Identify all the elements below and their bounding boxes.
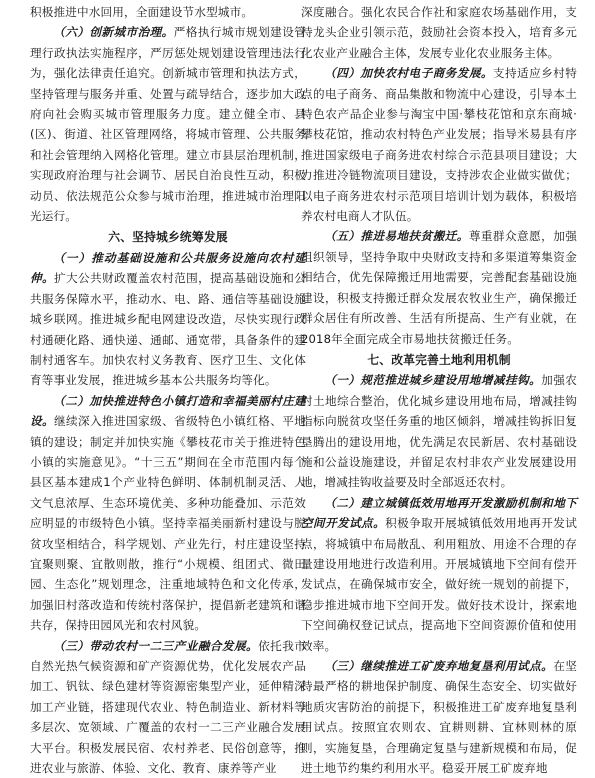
section-heading: 六、坚持城乡统筹发展	[108, 230, 228, 245]
body-paragraph	[301, 656, 577, 778]
subsection-title: （四）加快农村电子商务发展。	[324, 66, 493, 81]
subsection-title: （三）带动农村一二三产业融合发展。	[53, 638, 259, 653]
section-heading: 七、改革完善土地利用机制	[367, 352, 511, 367]
subsection-title: （三）继续推进工矿废弃地复垦利用试点。	[324, 659, 554, 673]
left-column	[30, 2, 306, 778]
body-paragraph	[301, 370, 577, 492]
paragraph-text: 尊重群众意愿，加强组织领导，坚持争取中央财政支持和多渠道筹集资金相结合，优先保障搬迁用地需要，完善配套基础设施建设，积极支持搬迁群众发展农牧业生产，确保搬迁群众居住有所改善、生活有所提高、生产有业就，在2018年全面完成全市易地扶贫搬迁任务。	[301, 229, 577, 346]
right-column	[301, 2, 577, 778]
body-paragraph	[30, 22, 306, 226]
paragraph-text: 依托我市自然光热气候资源和矿产资源优势，优化发展农产品加工、钒钛、绿色建材等资源密集型产业，延伸精深加工产业链，搭建现代农业、特色制造业、新材料等多层次、宽领域、广覆盖的农村一二三产业融合发展大平台。积极发展民宿、农村养老、民俗创意等，推进农业与旅游、体验、文化、教育、康养等产业	[30, 638, 306, 776]
body-paragraph	[301, 226, 577, 348]
paragraph-text: 继续深入推进国家级、省级特色小镇红格、平地镇的建设；制定并加快实施《攀枝花市关于推进特色小镇的实施意见》。“十三五”期间在全市范围内每个县区基本建成1个产业特色鲜明、体制机制灵活、人文气息浓厚、生态环境优美、多种功能叠加、示范效应明显的市级特色小镇。坚持幸福美丽新村建设与脱贫攻坚相结合，科学规划、产业先行，村庄建设坚持宜聚则聚、宜散则散，推行“小规模、组团式、微田园、生态化”规划理念，注重地域特色和文化传承，加强旧村落改造和传统村落保护，提倡新老建筑和谐共存，保持田园风光和农村风貌。	[30, 414, 306, 633]
body-paragraph	[30, 248, 306, 391]
body-paragraph	[30, 636, 306, 778]
body-paragraph	[30, 2, 306, 22]
body-paragraph	[30, 391, 306, 636]
body-paragraph	[301, 2, 577, 63]
subsection-title: （二）建立城镇低效用地再开发激励机制和地下空间开发试点。	[301, 495, 577, 531]
paragraph-text: 在坚持最严格的耕地保护制度、确保生态安全、切实做好地质灾害防治的前提下，积极推进工矿废弃地复垦利用试点。按照宜农则农、宜耕则耕、宜林则林的原则，实施复垦，合理确定复垦与建新规模和布局，促进土地节约集约利用水平。稳妥开展工矿废弃地	[301, 659, 577, 776]
subsection-title: （六）创新城市治理。	[53, 25, 174, 40]
subsection-title: （一）规范推进城乡建设用地增减挂钩。	[324, 373, 542, 388]
subsection-title: （一）推动基础设施和公共服务设施向农村延伸。	[30, 250, 306, 286]
body-paragraph	[301, 63, 577, 226]
paragraph-text: 扩大公共财政覆盖农村范围，提高基础设施和公共服务保障水平，推动水、电、路、通信等基础设施城乡联网。推进城乡配电网建设改造，尽快实现行政村通硬化路、通快递、通邮、通宽带，具备条件的建制村通客车。加快农村义务教育、医疗卫生、文化体育等事业发展，推进城乡基本公共服务均等化。	[30, 271, 306, 388]
paragraph-text: 积极推进中水回用，全面建设节水型城市。	[30, 5, 254, 19]
paragraph-text: 支持适应乡村特点的电子商务、商品集散和物流中心建设，引导本土特色农产品企业参与淘宝中国·攀枝花馆和京东商城·攀枝花馆，推动农村特色产业发展；指导米易县有序推进国家级电子商务进农村综合示范县项目建设；大力推进冷链物流项目建设，支持涉农企业做实做优；以电子商务进农村示范项目培训计划为载体，积极培养农村电商人才队伍。	[301, 66, 577, 224]
paragraph-text: 严格执行城市规划建设管理行政执法实施程序，严厉惩处规划建设管理违法行为，强化法律责任追究。创新城市管理和执法方式，坚持管理与服务并重、处置与疏导结合，逐步加大政府向社会购买城市管理服务力度。建立健全市、县(区)、街道、社区管理网络，将城市管理、公共服务和社会管理纳入网格化管理。建立市县层治理机制，实现政府治理与社会调节、居民自治良性互动，积极动员、依法规范公众参与城市治理，推进城市治理阳光运行。	[30, 25, 306, 224]
paragraph-text: 加强农村土地综合整治，优化城乡建设用地布局，增减挂钩指标向脱贫攻坚任务重的地区倾斜，增减挂钩拆旧复垦腾出的建设用地，优先满足农民新居、农村基础设施和公益设施建设，并留足农村非农产业发展建设用地，增减挂钩收益要及时全部返还农村。	[301, 373, 578, 490]
subsection-title: （五）推进易地扶贫搬迁。	[324, 229, 469, 244]
subsection-title: （二）加快推进特色小镇打造和幸福美丽村庄建设。	[30, 393, 306, 429]
paragraph-text: 深度融合。强化农民合作社和家庭农场基础作用，支持龙头企业引领示范，鼓励社会资本投入，培育多元化农业产业融合主体，发展专业化农业服务主体。	[301, 5, 577, 60]
body-paragraph	[301, 493, 577, 656]
paragraph-text: 积极争取开展城镇低效用地再开发试点，将城镇中布局散乱、利用粗放、用途不合理的存量建设用地进行改造利用。开展城镇地下空间有偿开发试点，在确保城市安全，做好统一规划的前提下，稳步推进城市地下空间开发。做好技术设计，探索地下空间确权登记试点，提高地下空间资源价值和使用效率。	[301, 516, 577, 653]
